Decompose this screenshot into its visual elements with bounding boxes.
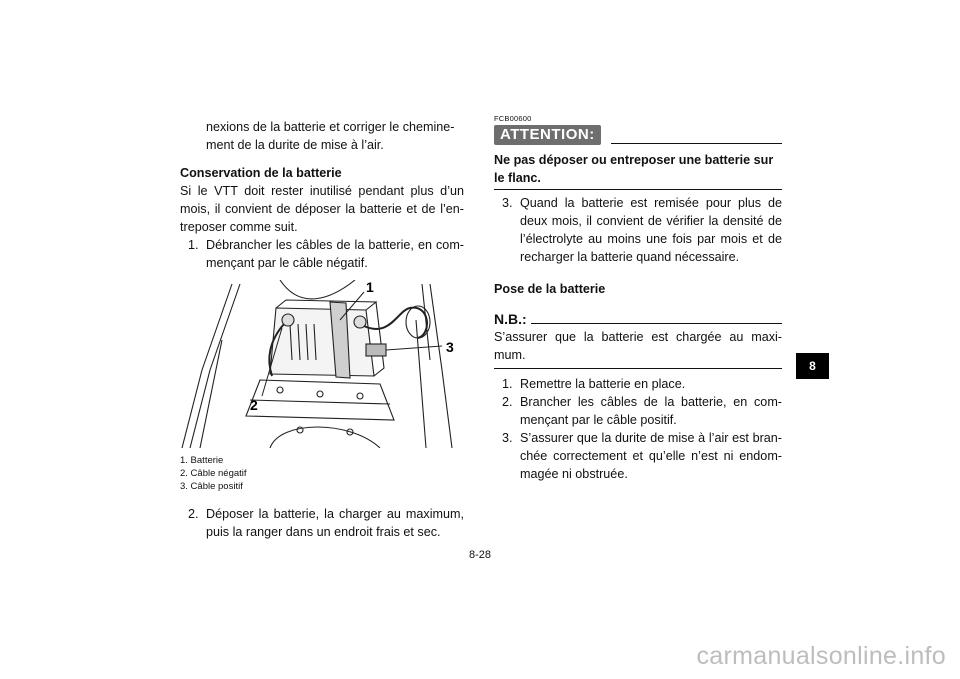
- figure-captions: [180, 454, 464, 493]
- attention-label: ATTENTION:: [494, 125, 601, 145]
- chapter-tab: 8: [796, 353, 829, 379]
- left-column: [180, 118, 464, 541]
- paragraph-conservation: Si le VTT doit rester inutilisé pendant plus d’un mois, il convient de déposer la batterie et de l’en-treposer comme suit.: [180, 184, 464, 234]
- watermark: carmanualsonline.info: [696, 642, 946, 670]
- callout-2: 2: [250, 397, 258, 413]
- reference-code: FCB00600: [494, 114, 532, 123]
- callout-1: 1: [366, 280, 374, 295]
- list-item: [180, 505, 464, 541]
- attention-header: [494, 125, 782, 145]
- list-number: 2.: [502, 395, 513, 409]
- nb-header: [494, 310, 782, 328]
- heading-pose: Pose de la batterie: [494, 282, 606, 296]
- list-number: 3.: [502, 431, 513, 445]
- list-item: [494, 375, 782, 393]
- page-number: 8-28: [468, 549, 492, 561]
- list-text: Brancher les câbles de la batterie, en com-mençant par le câble positif.: [520, 395, 782, 427]
- nb-rule: [531, 323, 782, 324]
- continued-text-line-2: ment de la durite de mise à l’air.: [206, 138, 384, 152]
- list-item: [180, 236, 464, 272]
- nb-bottom-rule: [494, 368, 782, 369]
- attention-text: Ne pas déposer ou entreposer une batterie sur le flanc.: [494, 153, 774, 185]
- list-text: Débrancher les câbles de la batterie, en com-mençant par le câble négatif.: [206, 238, 464, 270]
- right-column: [494, 114, 782, 483]
- callout-3: 3: [446, 339, 454, 355]
- caption-negative-cable: 2. Câble négatif: [180, 468, 247, 479]
- attention-bottom-rule: [494, 189, 782, 190]
- list-text: Déposer la batterie, la charger au maximum, puis la ranger dans un endroit frais et sec.: [206, 507, 464, 539]
- nb-label: N.B.:: [494, 311, 527, 327]
- list-text: S’assurer que la durite de mise à l’air est bran-chée correctement et qu’elle n’est ni endom-magée ni obstruée.: [520, 431, 782, 481]
- attention-rule: [611, 143, 782, 144]
- caption-positive-cable: 3. Câble positif: [180, 481, 243, 492]
- list-item: [494, 429, 782, 483]
- caption-battery: 1. Batterie: [180, 455, 224, 466]
- list-item: [494, 393, 782, 429]
- nb-text: S’assurer que la batterie est chargée au maxi-mum.: [494, 330, 782, 362]
- continued-text-line-1: nexions de la batterie et corriger le chemine-: [206, 120, 455, 134]
- list-item: [494, 194, 782, 266]
- list-number: 1.: [188, 238, 199, 252]
- battery-drawing: [180, 280, 464, 448]
- heading-conservation: Conservation de la batterie: [180, 166, 342, 180]
- list-number: 3.: [502, 196, 513, 210]
- list-number: 1.: [502, 377, 513, 391]
- list-text: Remettre la batterie en place.: [520, 377, 686, 391]
- battery-illustration: [180, 280, 464, 448]
- list-text: Quand la batterie est remisée pour plus de deux mois, il convient de vérifier la densité de l’électrolyte au moins une fois par mois et de recharger la batterie quand nécessaire.: [520, 196, 782, 264]
- list-number: 2.: [188, 507, 199, 521]
